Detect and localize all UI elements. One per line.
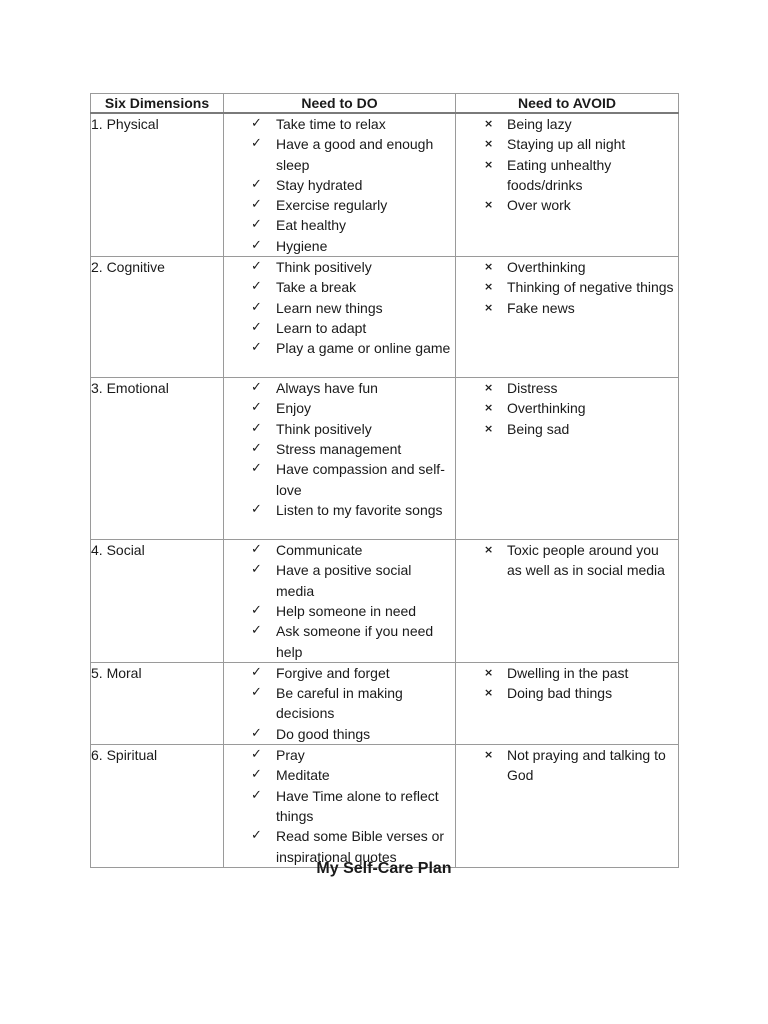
- do-item: [224, 621, 455, 662]
- do-item-label: Have Time alone to reflect things: [276, 787, 439, 824]
- table-body: [91, 113, 679, 867]
- cross-mark-icon: ×: [484, 543, 494, 557]
- check-mark-icon: ✓: [251, 461, 262, 477]
- document-caption: My Self-Care Plan: [316, 860, 452, 877]
- avoid-item-label: Overthinking: [507, 259, 586, 276]
- avoid-item-label: Being lazy: [507, 116, 572, 132]
- avoid-list: [456, 114, 678, 215]
- do-item: [224, 215, 455, 235]
- do-item: [224, 398, 455, 418]
- do-item-label: Ask someone if you need help: [276, 623, 434, 660]
- do-item: [224, 459, 455, 500]
- avoid-item: [456, 540, 678, 581]
- avoid-item: [456, 298, 678, 318]
- avoid-item-label: Toxic people around you as well as in social media: [507, 542, 665, 579]
- do-item-label: Play a game or online game: [276, 340, 451, 357]
- dimension-cell: 5. Moral: [91, 662, 224, 744]
- cross-mark-icon: ×: [484, 381, 494, 395]
- check-mark-icon: ✓: [251, 420, 262, 436]
- check-mark-icon: ✓: [251, 664, 262, 680]
- self-care-table: [90, 93, 679, 868]
- do-item: [224, 114, 455, 134]
- do-list: [224, 114, 455, 256]
- do-cell: [224, 113, 456, 257]
- do-item-label: Communicate: [276, 542, 363, 559]
- do-item: [224, 765, 455, 785]
- table-row: [91, 378, 679, 540]
- do-item-label: Hygiene: [276, 237, 328, 254]
- do-item: [224, 500, 455, 520]
- cross-mark-icon: ×: [484, 686, 494, 700]
- do-item-label: Pray: [276, 747, 305, 764]
- do-item-label: Learn new things: [276, 299, 383, 316]
- do-cell: [224, 257, 456, 378]
- dimension-cell: 2. Cognitive: [91, 257, 224, 378]
- avoid-list: [456, 540, 678, 581]
- table-header-row: [91, 94, 679, 114]
- check-mark-icon: ✓: [251, 279, 262, 295]
- avoid-item: [456, 419, 678, 439]
- do-list: [224, 378, 455, 520]
- do-item: [224, 298, 455, 318]
- do-item: [224, 277, 455, 297]
- do-list: [224, 257, 455, 358]
- do-item-label: Read some Bible verses or inspirational quotes: [276, 828, 445, 865]
- avoid-cell: [456, 257, 679, 378]
- header-need-to-do: Need to DO: [224, 94, 456, 114]
- avoid-cell: [456, 745, 679, 868]
- do-item: [224, 195, 455, 215]
- do-list: [224, 540, 455, 662]
- do-item: [224, 257, 455, 277]
- do-item-label: Stay hydrated: [276, 176, 363, 193]
- do-item: [224, 419, 455, 439]
- check-mark-icon: ✓: [251, 767, 262, 783]
- do-item: [224, 236, 455, 256]
- check-mark-icon: ✓: [251, 725, 262, 741]
- do-item: [224, 786, 455, 827]
- check-mark-icon: ✓: [251, 340, 262, 356]
- table-row: [91, 540, 679, 663]
- do-item-label: Help someone in need: [276, 602, 417, 619]
- do-item-label: Think positively: [276, 420, 372, 437]
- avoid-item: [456, 683, 678, 703]
- table-row: [91, 113, 679, 257]
- dimension-cell: 6. Spiritual: [91, 745, 224, 868]
- avoid-item-label: Thinking of negative things: [507, 279, 674, 296]
- cross-mark-icon: ×: [484, 260, 494, 274]
- check-mark-icon: ✓: [251, 440, 262, 456]
- avoid-item-label: Dwelling in the past: [507, 664, 629, 681]
- avoid-item-label: Being sad: [507, 420, 570, 437]
- header-six-dimensions: Six Dimensions: [91, 94, 224, 114]
- avoid-item-label: Doing bad things: [507, 685, 613, 702]
- do-item: [224, 663, 455, 683]
- avoid-item: [456, 155, 678, 196]
- check-mark-icon: ✓: [251, 380, 262, 396]
- check-mark-icon: ✓: [251, 685, 262, 701]
- avoid-cell: [456, 540, 679, 663]
- check-mark-icon: ✓: [251, 176, 262, 192]
- check-mark-icon: ✓: [251, 400, 262, 416]
- check-mark-icon: ✓: [251, 562, 262, 578]
- do-item-label: Learn to adapt: [276, 319, 367, 336]
- avoid-cell: [456, 378, 679, 540]
- check-mark-icon: ✓: [251, 197, 262, 213]
- avoid-cell: [456, 113, 679, 257]
- do-cell: [224, 378, 456, 540]
- do-item: [224, 175, 455, 195]
- do-item: [224, 560, 455, 601]
- do-item-label: Have compassion and self-love: [276, 461, 445, 498]
- do-item-label: Do good things: [276, 725, 371, 742]
- do-item: [224, 318, 455, 338]
- avoid-item: [456, 277, 678, 297]
- check-mark-icon: ✓: [251, 542, 262, 558]
- cross-mark-icon: ×: [484, 117, 494, 130]
- cross-mark-icon: ×: [484, 137, 494, 151]
- cross-mark-icon: ×: [484, 421, 494, 435]
- cross-mark-icon: ×: [484, 198, 494, 212]
- dimension-cell: 1. Physical: [91, 113, 224, 257]
- check-mark-icon: ✓: [251, 623, 262, 639]
- table-row: [91, 257, 679, 378]
- avoid-item: [456, 378, 678, 398]
- avoid-item: [456, 398, 678, 418]
- cross-mark-icon: ×: [484, 300, 494, 314]
- table-row: [91, 745, 679, 868]
- avoid-item: [456, 114, 678, 134]
- do-item-label: Always have fun: [276, 380, 378, 397]
- avoid-item-label: Distress: [507, 380, 558, 397]
- do-item: [224, 338, 455, 358]
- do-cell: [224, 745, 456, 868]
- do-item-label: Be careful in making decisions: [276, 685, 403, 722]
- check-mark-icon: ✓: [251, 319, 262, 335]
- cross-mark-icon: ×: [484, 401, 494, 415]
- cross-mark-icon: ×: [484, 665, 494, 679]
- cross-mark-icon: ×: [484, 157, 494, 171]
- do-item: [224, 439, 455, 459]
- avoid-list: [456, 257, 678, 318]
- avoid-list: [456, 663, 678, 704]
- do-item-label: Have a good and enough sleep: [276, 136, 434, 173]
- check-mark-icon: ✓: [251, 299, 262, 315]
- check-mark-icon: ✓: [251, 787, 262, 803]
- dimension-cell: 3. Emotional: [91, 378, 224, 540]
- check-mark-icon: ✓: [251, 116, 262, 131]
- check-mark-icon: ✓: [251, 501, 262, 517]
- avoid-list: [456, 378, 678, 439]
- avoid-item: [456, 745, 678, 786]
- do-cell: [224, 662, 456, 744]
- avoid-item-label: Not praying and talking to God: [507, 747, 666, 784]
- avoid-item: [456, 663, 678, 683]
- avoid-cell: [456, 662, 679, 744]
- avoid-list: [456, 745, 678, 786]
- avoid-item-label: Overthinking: [507, 400, 586, 417]
- do-item-label: Listen to my favorite songs: [276, 501, 443, 518]
- avoid-item-label: Staying up all night: [507, 136, 626, 153]
- avoid-item-label: Eating unhealthy foods/drinks: [507, 156, 612, 193]
- cross-mark-icon: ×: [484, 280, 494, 294]
- do-item-label: Take time to relax: [276, 116, 386, 132]
- do-item-label: Forgive and forget: [276, 664, 390, 681]
- check-mark-icon: ✓: [251, 602, 262, 618]
- do-item-label: Take a break: [276, 279, 357, 296]
- do-item-label: Exercise regularly: [276, 197, 388, 214]
- do-item: [224, 745, 455, 765]
- do-item-label: Stress management: [276, 440, 402, 457]
- avoid-item-label: Fake news: [507, 299, 575, 316]
- do-item-label: Eat healthy: [276, 217, 347, 234]
- do-item: [224, 540, 455, 560]
- do-item: [224, 724, 455, 744]
- check-mark-icon: ✓: [251, 259, 262, 275]
- table-row: [91, 662, 679, 744]
- check-mark-icon: ✓: [251, 747, 262, 763]
- do-item-label: Meditate: [276, 767, 330, 784]
- do-item-label: Think positively: [276, 259, 372, 276]
- check-mark-icon: ✓: [251, 237, 262, 253]
- do-item: [224, 134, 455, 175]
- check-mark-icon: ✓: [251, 828, 262, 844]
- do-list: [224, 663, 455, 744]
- do-list: [224, 745, 455, 867]
- avoid-item: [456, 257, 678, 277]
- do-item: [224, 378, 455, 398]
- do-item-label: Have a positive social media: [276, 562, 412, 599]
- do-item-label: Enjoy: [276, 400, 312, 417]
- header-need-to-avoid: Need to AVOID: [456, 94, 679, 114]
- do-item: [224, 683, 455, 724]
- do-item: [224, 601, 455, 621]
- check-mark-icon: ✓: [251, 136, 262, 152]
- do-cell: [224, 540, 456, 663]
- cross-mark-icon: ×: [484, 748, 494, 762]
- avoid-item-label: Over work: [507, 197, 571, 214]
- check-mark-icon: ✓: [251, 217, 262, 233]
- avoid-item: [456, 195, 678, 215]
- avoid-item: [456, 134, 678, 154]
- dimension-cell: 4. Social: [91, 540, 224, 663]
